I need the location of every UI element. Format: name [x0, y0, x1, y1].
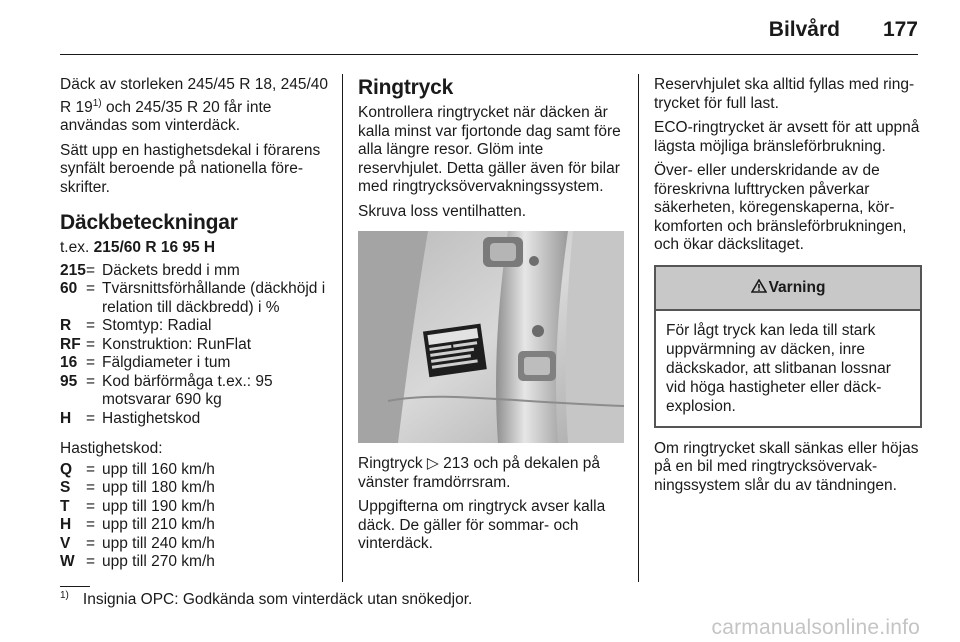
speed-row-value: upp till 180 km/h — [102, 479, 215, 497]
tire-size-paragraph — [60, 76, 328, 136]
footnote-mark: 1) — [60, 590, 69, 601]
definition-row-value: Hastighetskod — [102, 409, 201, 427]
definition-row-equals: = — [86, 335, 96, 353]
definition-row — [60, 410, 328, 429]
speed-row — [60, 461, 328, 480]
definition-row-key: 60 — [60, 280, 78, 298]
footnote-text: Insignia OPC: Godkända som vinterdäck utan snökedjor. — [82, 591, 473, 609]
page-reference-icon: ▷ — [426, 455, 439, 472]
definition-row — [60, 354, 328, 373]
pressure-deviation-paragraph: Över- eller underskridande av de föreskrivna lufttrycken påverkar säkerheten, köregenskaperna, körkomforten och bränsleförbrukningen, och ökar däckslitaget. — [654, 162, 907, 253]
example-code: 215/60 R 16 95 H — [93, 239, 216, 257]
spare-wheel-paragraph: Reservhjulet ska alltid fyllas med ringtrycket för full last. — [654, 76, 915, 112]
definition-row-equals: = — [86, 261, 96, 279]
speed-row-equals: = — [86, 479, 96, 497]
tire-code-definitions — [60, 262, 328, 429]
speed-sticker-paragraph: Sätt upp en hastighetsdekal i förarens synfält beroende på nationella föreskrifter. — [60, 141, 321, 196]
cold-tire-paragraph: Uppgifterna om ringtryck avser kalla däck. De gäller för sommar- och vinterdäck. — [358, 498, 606, 552]
pressure-reference-text-a: Ringtryck — [358, 455, 427, 472]
footnote-rule — [60, 586, 90, 587]
speed-code-heading: Hastighetskod: — [60, 440, 163, 458]
valve-cap-paragraph: Skruva loss ventilhatten. — [358, 202, 527, 220]
footnote — [60, 590, 472, 609]
tire-size-text-a: Däck av storleken 245/45 R 18, — [60, 76, 277, 93]
speed-row-value: upp till 270 km/h — [102, 553, 215, 571]
speed-row — [60, 498, 328, 517]
definition-row-equals: = — [86, 409, 96, 427]
definition-row-key: RF — [60, 335, 81, 353]
definition-row-key: H — [60, 409, 72, 427]
page-reference-number: 213 — [443, 455, 470, 472]
tire-size-text-c: och 245/35 R 20 får inte användas som vinterdäck. — [60, 98, 272, 135]
column-divider — [342, 74, 343, 582]
speed-row-equals: = — [86, 460, 96, 478]
definition-row — [60, 373, 328, 410]
speed-row-key: W — [60, 553, 75, 571]
definition-row-value: Tvärsnittsförhållande (däckhöjd i relation till däckbredd) i % — [102, 280, 326, 316]
speed-row-value: upp till 240 km/h — [102, 534, 215, 552]
definition-row-key: 95 — [60, 372, 78, 390]
speed-row-key: H — [60, 516, 72, 534]
tire-markings-heading: Däckbeteckningar — [60, 211, 238, 235]
column-3 — [654, 76, 922, 501]
speed-row-value: upp till 210 km/h — [102, 516, 215, 534]
definition-row-equals: = — [86, 280, 96, 298]
example-prefix: t.ex. — [60, 239, 94, 257]
definition-row-value: Fälgdiameter i tum — [102, 354, 231, 372]
page-number: 177 — [882, 18, 918, 41]
warning-text: För lågt tryck kan leda till stark uppvärmning av däcken, inre däckskador, att slitbanan lossnar vid höga hastigheter eller däckexplosion. — [666, 321, 891, 415]
pressure-reference-text-b: och på dekalen på vänster framdörrsram. — [358, 455, 601, 491]
speed-row — [60, 535, 328, 554]
tire-size-text-b: 245/40 R 19 — [60, 76, 328, 116]
definition-row-value: Stomtyp: Radial — [102, 317, 212, 335]
definition-row-value: Kod bärförmåga t.ex.: 95 motsvarar 690 kg — [102, 372, 273, 409]
speed-row-value: upp till 190 km/h — [102, 497, 215, 515]
speed-code-list — [60, 461, 328, 572]
speed-row-key: T — [60, 497, 70, 515]
speed-row-equals: = — [86, 553, 96, 571]
footnote-reference: 1) — [92, 97, 102, 109]
warning-header — [656, 267, 920, 311]
definition-row-equals: = — [86, 317, 96, 335]
speed-row-equals: = — [86, 516, 96, 534]
column-2 — [358, 76, 624, 560]
check-pressure-paragraph: Kontrollera ringtrycket när däcken är kalla minst var fjortonde dag samt före alla längre resor. Glöm inte reservhjulet. Detta gäller även för bilar med ringtrycksövervakningssystem. — [358, 104, 621, 195]
example-code-line — [60, 239, 328, 258]
speed-row — [60, 553, 328, 572]
column-divider-2 — [638, 74, 639, 582]
section-title: Bilvård — [768, 18, 840, 41]
definition-row-value: Däckets bredd i mm — [102, 261, 240, 279]
definition-row — [60, 262, 328, 281]
definition-row-equals: = — [86, 372, 96, 390]
definition-row-value: Konstruktion: RunFlat — [102, 335, 252, 353]
warning-triangle-icon — [751, 267, 767, 309]
warning-title: Varning — [768, 278, 826, 296]
speed-row-equals: = — [86, 534, 96, 552]
header-rule — [60, 54, 918, 55]
warning-box — [654, 265, 922, 428]
definition-row — [60, 336, 328, 355]
door-frame-sticker-photo — [358, 231, 624, 443]
definition-row-equals: = — [86, 354, 96, 372]
definition-row — [60, 280, 328, 317]
speed-row-key: S — [60, 479, 71, 497]
speed-row-key: V — [60, 534, 71, 552]
column-1 — [60, 76, 328, 578]
speed-row-key: Q — [60, 460, 73, 478]
definition-row — [60, 317, 328, 336]
speed-row — [60, 516, 328, 535]
tire-pressure-heading: Ringtryck — [358, 76, 454, 99]
definition-row-key: R — [60, 317, 72, 335]
watermark: carmanualsonline.info — [711, 616, 920, 639]
speed-row-equals: = — [86, 497, 96, 515]
speed-row — [60, 479, 328, 498]
definition-row-key: 16 — [60, 354, 78, 372]
eco-pressure-paragraph: ECO-ringtrycket är avsett för att uppnå lägsta möjliga bränsleförbrukning. — [654, 119, 920, 155]
speed-row-value: upp till 160 km/h — [102, 460, 215, 478]
definition-row-key: 215 — [60, 261, 86, 279]
monitoring-system-paragraph: Om ringtrycket skall sänkas eller höjas på en bil med ringtrycksövervakningssystem slår du av tändningen. — [654, 439, 919, 494]
pressure-reference-paragraph — [358, 455, 624, 492]
